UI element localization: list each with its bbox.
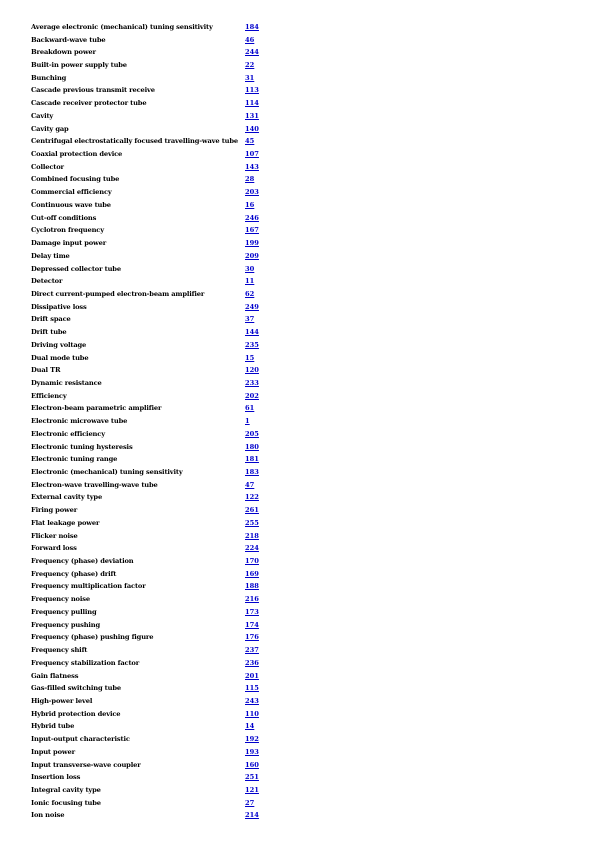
- page-number-link[interactable]: 214: [245, 811, 259, 820]
- index-entry: [31, 300, 291, 313]
- page-number-link[interactable]: 131: [245, 111, 259, 120]
- index-term: Cascade receiver protector tube: [31, 99, 147, 108]
- index-term: Frequency pushing: [31, 620, 101, 629]
- index-term: Hybrid protection device: [31, 709, 121, 718]
- index-term: Frequency multiplication factor: [31, 582, 146, 591]
- index-term: Input power: [31, 747, 75, 756]
- page-number-link[interactable]: 160: [245, 760, 259, 769]
- page-number-link[interactable]: 113: [245, 86, 259, 95]
- index-entry: [31, 389, 291, 402]
- index-entry: [31, 606, 291, 619]
- index-entry: [31, 237, 291, 250]
- page-number-link[interactable]: 209: [245, 251, 259, 260]
- index-entry: [31, 529, 291, 542]
- index-entry: [31, 33, 291, 46]
- index-term: Collector: [31, 162, 64, 171]
- index-term: Backward-wave tube: [31, 35, 106, 44]
- index-entry: [31, 97, 291, 110]
- page-number-link[interactable]: 62: [245, 289, 255, 298]
- index-term: Average electronic (mechanical) tuning sensitivity: [31, 22, 213, 31]
- page-number-link[interactable]: 120: [245, 366, 259, 375]
- index-term: Input-output characteristic: [31, 735, 130, 744]
- index-term: Electron-wave travelling-wave tube: [31, 480, 158, 489]
- index-entry: [31, 21, 291, 34]
- index-term: Ion noise: [31, 811, 65, 820]
- index-term: External cavity type: [31, 493, 103, 502]
- index-term: Electronic efficiency: [31, 429, 105, 438]
- index-term: Gas-filled switching tube: [31, 684, 121, 693]
- index-term: Forward loss: [31, 544, 77, 553]
- page-number-link[interactable]: 140: [245, 124, 259, 133]
- page-number-link[interactable]: 45: [245, 137, 255, 146]
- index-entry: [31, 46, 291, 59]
- page-number-link[interactable]: 251: [245, 773, 259, 782]
- index-term: Drift space: [31, 315, 71, 324]
- index-entry: [31, 656, 291, 669]
- index-term: Hybrid tube: [31, 722, 75, 731]
- page-number-link[interactable]: 244: [245, 48, 259, 57]
- index-entry: [31, 402, 291, 415]
- index-entry: [31, 249, 291, 262]
- index-term: Frequency (phase) pushing figure: [31, 633, 154, 642]
- index-entry: [31, 669, 291, 682]
- index-entry: [31, 466, 291, 479]
- page-number-link[interactable]: 218: [245, 531, 259, 540]
- index-term: Direct current-pumped electron-beam amplifier: [31, 289, 205, 298]
- index-term: Dissipative loss: [31, 302, 87, 311]
- index-term: Frequency shift: [31, 646, 88, 655]
- index-term: Coaxial protection device: [31, 150, 123, 159]
- index-entry: [31, 809, 291, 822]
- index-entry: [31, 84, 291, 97]
- page-number-link[interactable]: 176: [245, 633, 259, 642]
- index-term: Damage input power: [31, 239, 107, 248]
- index-term: Electron-beam parametric amplifier: [31, 404, 162, 413]
- index-entry: [31, 326, 291, 339]
- index-entry: [31, 593, 291, 606]
- page-number-link[interactable]: 188: [245, 582, 259, 591]
- index-entry: [31, 428, 291, 441]
- index-term: Gain flatness: [31, 671, 79, 680]
- index-term: Combined focusing tube: [31, 175, 120, 184]
- index-term: Electronic microwave tube: [31, 417, 128, 426]
- index-entry: [31, 745, 291, 758]
- index-entry: [31, 542, 291, 555]
- index-entry: [31, 491, 291, 504]
- index-entry: [31, 71, 291, 84]
- page-number-link[interactable]: 16: [245, 200, 255, 209]
- page-number-link[interactable]: 202: [245, 391, 259, 400]
- index-term: Electronic (mechanical) tuning sensitivity: [31, 468, 183, 477]
- index-entry: [31, 504, 291, 517]
- index-entry: [31, 771, 291, 784]
- index-term: Built-in power supply tube: [31, 61, 127, 70]
- page-number-link[interactable]: 170: [245, 557, 259, 566]
- page-number-link[interactable]: 261: [245, 506, 259, 515]
- index-entry: [31, 758, 291, 771]
- page-number-link[interactable]: 27: [245, 798, 255, 807]
- index-term: Flat leakage power: [31, 518, 100, 527]
- index-term: High-power level: [31, 696, 93, 705]
- index-entry: [31, 59, 291, 72]
- page-number-link[interactable]: 144: [245, 328, 259, 337]
- index-term: Insertion loss: [31, 773, 81, 782]
- index-term: Cyclotron frequency: [31, 226, 104, 235]
- index-term: Frequency stabilization factor: [31, 658, 140, 667]
- page-number-link[interactable]: 243: [245, 696, 259, 705]
- index-term: Frequency noise: [31, 595, 90, 604]
- index-entry: [31, 784, 291, 797]
- page-number-link[interactable]: 205: [245, 429, 259, 438]
- index-term: Commercial efficiency: [31, 188, 112, 197]
- index-term: Bunching: [31, 73, 67, 82]
- index-entry: [31, 733, 291, 746]
- page-number-link[interactable]: 1: [245, 417, 250, 426]
- index-entry: [31, 580, 291, 593]
- page-number-link[interactable]: 37: [245, 315, 255, 324]
- index-entry: [31, 618, 291, 631]
- page-number-link[interactable]: 255: [245, 518, 259, 527]
- index-term: Continuous wave tube: [31, 200, 111, 209]
- index-entry: [31, 415, 291, 428]
- index-entry: [31, 160, 291, 173]
- index-term: Delay time: [31, 251, 70, 260]
- index-term: Dual mode tube: [31, 353, 89, 362]
- page-number-link[interactable]: 110: [245, 709, 259, 718]
- index-entry: [31, 313, 291, 326]
- index-entry: [31, 644, 291, 657]
- index-term: Firing power: [31, 506, 78, 515]
- index-entry: [31, 211, 291, 224]
- index-entry: [31, 199, 291, 212]
- page-number-link[interactable]: 167: [245, 226, 259, 235]
- page-number-link[interactable]: 192: [245, 735, 259, 744]
- index-term: Dual TR: [31, 366, 61, 375]
- page-number-link[interactable]: 246: [245, 213, 259, 222]
- index-term: Cavity: [31, 111, 54, 120]
- index-entry: [31, 440, 291, 453]
- index-term: Frequency pulling: [31, 607, 97, 616]
- page-number-link[interactable]: 46: [245, 35, 255, 44]
- page-number-link[interactable]: 174: [245, 620, 259, 629]
- page-number-link[interactable]: 31: [245, 73, 255, 82]
- page-number-link[interactable]: 22: [245, 61, 255, 70]
- index-entry: [31, 682, 291, 695]
- page-number-link[interactable]: 143: [245, 162, 259, 171]
- index-term: Cavity gap: [31, 124, 69, 133]
- page-number-link[interactable]: 224: [245, 544, 259, 553]
- page-number-link[interactable]: 14: [245, 722, 255, 731]
- index-entry: [31, 377, 291, 390]
- page-number-link[interactable]: 122: [245, 493, 259, 502]
- page-number-link[interactable]: 11: [245, 277, 255, 286]
- index-entry: [31, 288, 291, 301]
- page-number-link[interactable]: 235: [245, 340, 259, 349]
- index-term: Detector: [31, 277, 63, 286]
- index-entry: [31, 173, 291, 186]
- page-number-link[interactable]: 216: [245, 595, 259, 604]
- index-entry: [31, 148, 291, 161]
- index-entry: [31, 338, 291, 351]
- index-entry: [31, 517, 291, 530]
- index-term: Drift tube: [31, 328, 67, 337]
- index-term: Cut-off conditions: [31, 213, 97, 222]
- index-term: Cascade previous transmit receive: [31, 86, 155, 95]
- page-number-link[interactable]: 169: [245, 569, 259, 578]
- page-number-link[interactable]: 114: [245, 99, 259, 108]
- index-entry: [31, 364, 291, 377]
- index-entry: [31, 224, 291, 237]
- index-term: Frequency (phase) drift: [31, 569, 117, 578]
- page-number-link[interactable]: 193: [245, 747, 259, 756]
- page-number-link[interactable]: 181: [245, 455, 259, 464]
- page-number-link[interactable]: 199: [245, 239, 259, 248]
- index-term: Efficiency: [31, 391, 67, 400]
- index-term: Centrifugal electrostatically focused travelling-wave tube: [31, 137, 238, 146]
- page-number-link[interactable]: 15: [245, 353, 255, 362]
- index-term: Breakdown power: [31, 48, 96, 57]
- index-term: Frequency (phase) deviation: [31, 557, 134, 566]
- page-number-link[interactable]: 184: [245, 22, 259, 31]
- page-number-link[interactable]: 237: [245, 646, 259, 655]
- page-number-link[interactable]: 180: [245, 442, 259, 451]
- index-term: Flicker noise: [31, 531, 78, 540]
- page-number-link[interactable]: 203: [245, 188, 259, 197]
- index-entry: [31, 262, 291, 275]
- page-number-link[interactable]: 28: [245, 175, 255, 184]
- index-entry: [31, 275, 291, 288]
- index-entry: [31, 186, 291, 199]
- page-number-link[interactable]: 201: [245, 671, 259, 680]
- index-entry: [31, 478, 291, 491]
- page-number-link[interactable]: 173: [245, 607, 259, 616]
- index-list: [31, 21, 291, 822]
- index-term: Dynamic resistance: [31, 378, 102, 387]
- index-entry: [31, 707, 291, 720]
- index-term: Ionic focusing tube: [31, 798, 101, 807]
- page-number-link[interactable]: 233: [245, 378, 259, 387]
- index-entry: [31, 555, 291, 568]
- index-entry: [31, 567, 291, 580]
- index-term: Electronic tuning hysteresis: [31, 442, 133, 451]
- page-number-link[interactable]: 121: [245, 785, 259, 794]
- page-number-link[interactable]: 249: [245, 302, 259, 311]
- index-entry: [31, 351, 291, 364]
- index-term: Depressed collector tube: [31, 264, 121, 273]
- index-entry: [31, 453, 291, 466]
- index-entry: [31, 135, 291, 148]
- index-entry: [31, 122, 291, 135]
- index-term: Driving voltage: [31, 340, 87, 349]
- page-number-link[interactable]: 47: [245, 480, 255, 489]
- index-entry: [31, 796, 291, 809]
- page-number-link[interactable]: 30: [245, 264, 255, 273]
- page-number-link[interactable]: 107: [245, 150, 259, 159]
- index-term: Integral cavity type: [31, 785, 101, 794]
- page-number-link[interactable]: 61: [245, 404, 255, 413]
- index-entry: [31, 695, 291, 708]
- index-entry: [31, 631, 291, 644]
- index-term: Input transverse-wave coupler: [31, 760, 141, 769]
- index-term: Electronic tuning range: [31, 455, 118, 464]
- page-number-link[interactable]: 183: [245, 468, 259, 477]
- index-entry: [31, 110, 291, 123]
- page-number-link[interactable]: 115: [245, 684, 259, 693]
- index-entry: [31, 720, 291, 733]
- page-number-link[interactable]: 236: [245, 658, 259, 667]
